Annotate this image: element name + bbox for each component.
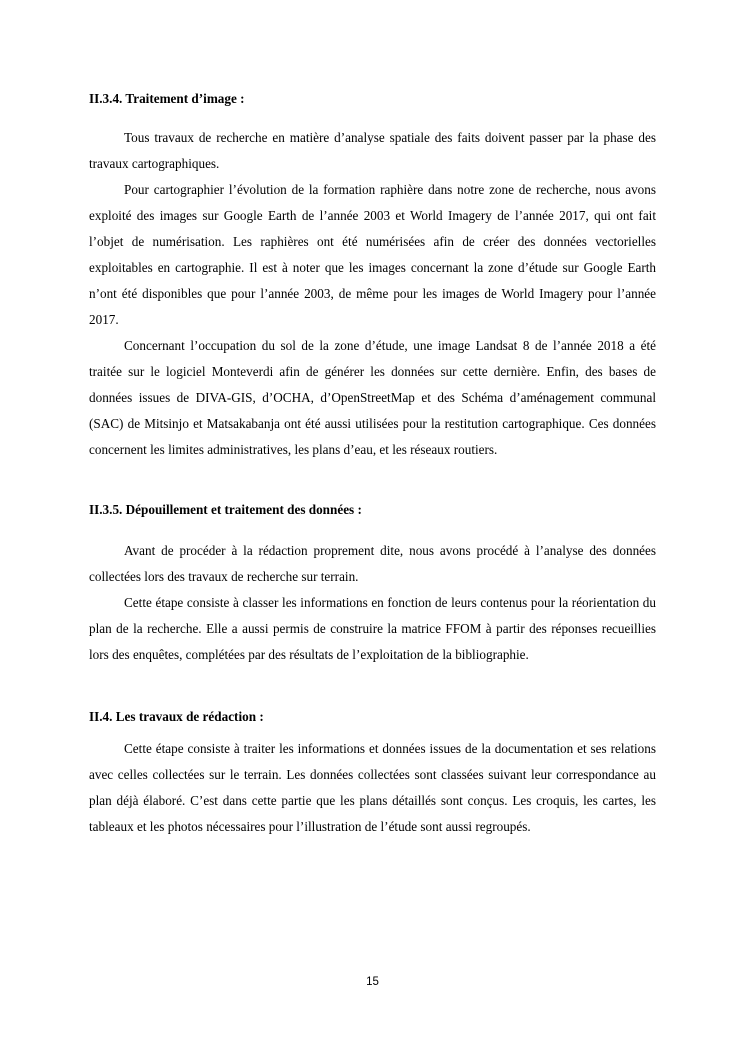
paragraph: Cette étape consiste à traiter les informations et données issues de la documentation et ses relations avec celles collectées sur le terrain. Les données collectées sont classées suivant leur correspondance au plan déjà élaboré. C’est dans cette partie que les plans détaillés sont conçus. Les croquis, les cartes, les tableaux et les photos nécessaires pour l’illustration de l’étude sont aussi regroupés. <box>89 741 656 834</box>
section-heading-traitement-image: II.3.4. Traitement d’image : <box>89 91 245 106</box>
paragraph: Concernant l’occupation du sol de la zone d’étude, une image Landsat 8 de l’année 2018 a été traitée sur le logiciel Monteverdi afin de générer les données sur cette dernière. Enfin, des bases de données issues de DIVA-GIS, d’OCHA, d’OpenStreetMap et des Schéma d’aménagement communal (SAC) de Mitsinjo et Matsakabanja ont été aussi utilisées pour la restitution cartographique. Ces données concernent les limites administratives, les plans d’eau, et les réseaux routiers. <box>89 338 656 457</box>
paragraph: Avant de procéder à la rédaction proprement dite, nous avons procédé à l’analyse des données collectées lors des travaux de recherche sur terrain. <box>89 543 656 584</box>
paragraph: Pour cartographier l’évolution de la formation raphière dans notre zone de recherche, nous avons exploité des images sur Google Earth de l’année 2003 et World Imagery de l’année 2017, qui ont fait l’objet de numérisation. Les raphières ont été numérisées afin de créer des données vectorielles exploitables en cartographie. Il est à noter que les images concernant la zone d’étude sur Google Earth n’ont été disponibles que pour l’année 2003, de même pour les images de World Imagery pour l’année 2017. <box>89 182 656 327</box>
section-heading-depouillement: II.3.5. Dépouillement et traitement des données : <box>89 502 362 517</box>
paragraph: Cette étape consiste à classer les informations en fonction de leurs contenus pour la réorientation du plan de la recherche. Elle a aussi permis de construire la matrice FFOM à partir des réponses recueillies lors des enquêtes, complétées par des résultats de l’exploitation de la bibliographie. <box>89 595 656 662</box>
page-number: 15 <box>366 976 379 988</box>
paragraph: Tous travaux de recherche en matière d’analyse spatiale des faits doivent passer par la phase des travaux cartographiques. <box>89 130 656 171</box>
section-heading-redaction: II.4. Les travaux de rédaction : <box>89 709 264 724</box>
